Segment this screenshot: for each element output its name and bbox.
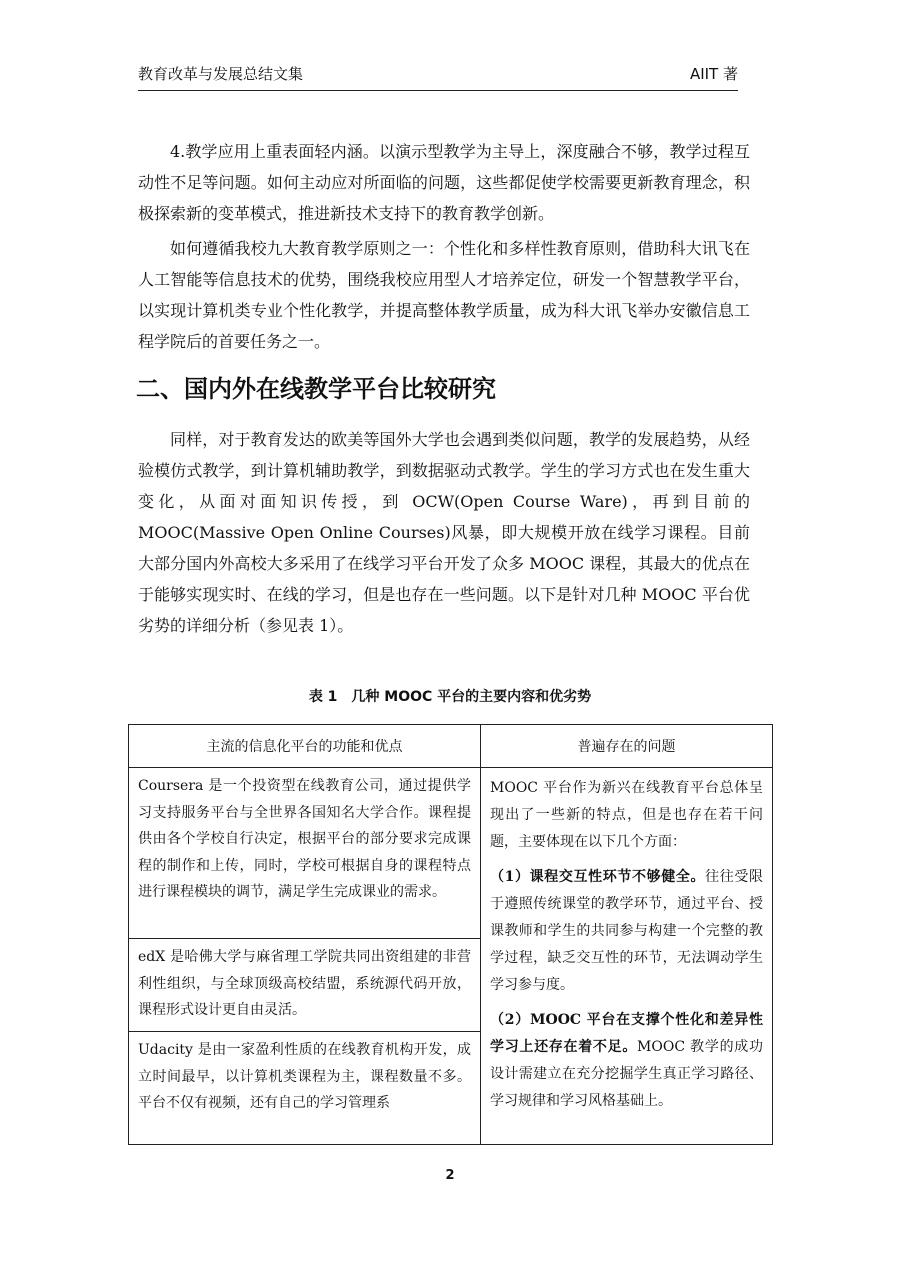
table-header-problems: 普遍存在的问题 [481, 725, 773, 768]
table-header-row [129, 725, 773, 768]
problem-item-1 [490, 864, 763, 999]
page-header [138, 62, 738, 91]
page-number: 2 [445, 1168, 455, 1183]
paragraph-personalized-education: 如何遵循我校九大教育教学原则之一：个性化和多样性教育原则，借助科大讯飞在人工智能等信息技术的优势，围绕我校应用型人才培养定位，研发一个智慧教学平台，以实现计算机类专业个性化教学，并提高整体教学质量，成为科大讯飞举办安徽信息工程学院后的首要任务之一。 [138, 239, 750, 351]
edx-description: edX 是哈佛大学与麻省理工学院共同出资组建的非营利性组织，与全球顶级高校结盟，系统源代码开放，课程形式设计更自由灵活。 [138, 949, 471, 1018]
table-cell-edx [129, 939, 481, 1032]
table-cell-udacity [129, 1032, 481, 1145]
problem-item-2-heading: （2）MOOC 平台在支撑个性化和差异性学习上还存在着不足。 [490, 1012, 763, 1055]
paragraph-online-platform-trend: 同样，对于教育发达的欧美等国外大学也会遇到类似问题，教学的发展趋势，从经验模仿式教学，到计算机辅助教学，到数据驱动式教学。学生的学习方式也在发生重大变化，从面对面知识传授，到 OCW(Open Course Ware)，再到目前的 MOOC(Massive Open Online Courses)风暴，即大规模开放在线学习课程。目前大部分国内外高校大多采用了在线学习平台开发了众多 MOOC 课程，其最大的优点在于能够实现实时、在线的学习，但是也存在一些问题。以下是针对几种 MOOC 平台优劣势的详细分析（参见表 1）。 [138, 430, 750, 635]
problem-item-1-text: 往往受限于遵照传统课堂的教学环节，通过平台、授课教师和学生的共同参与构建一个完整的教学过程，缺乏交互性的环节，无法调动学生学习参与度。 [490, 869, 763, 993]
section-title: 二、国内外在线教学平台比较研究 [136, 375, 496, 403]
header-author: AIIT 著 [689, 65, 738, 83]
table-cell-problems [481, 768, 773, 1145]
paragraph-teaching-application: 4.教学应用上重表面轻内涵。以演示型教学为主导上，深度融合不够，教学过程互动性不足等问题。如何主动应对所面临的问题，这些都促使学校需要更新教育理念，积极探索新的变革模式，推进新技术支持下的教育教学创新。 [138, 142, 750, 223]
problems-content [482, 769, 771, 1129]
table-caption: 表 1 几种 MOOC 平台的主要内容和优劣势 [308, 689, 592, 705]
problem-item-1-heading: （1）课程交互性环节不够健全。 [490, 869, 706, 885]
table-cell-coursera [129, 768, 481, 939]
comparison-table [128, 724, 773, 1145]
problem-item-2 [490, 1007, 763, 1115]
udacity-description: Udacity 是由一家盈利性质的在线教育机构开发，成立时间最早，以计算机类课程为主，课程数量不多。平台不仅有视频，还有自己的学习管理系 [138, 1042, 471, 1111]
table-header-advantages: 主流的信息化平台的功能和优点 [129, 725, 481, 768]
problems-intro: MOOC 平台作为新兴在线教育平台总体呈现出了一些新的特点，但是也存在若干问题，主要体现在以下几个方面： [490, 780, 763, 850]
coursera-description: Coursera 是一个投资型在线教育公司，通过提供学习支持服务平台与全世界各国知名大学合作。课程提供由各个学校自行决定，根据平台的部分要求完成课程的制作和上传，同时，学校可根据自身的课程特点进行课程模块的调节，满足学生完成课业的需求。 [138, 778, 471, 900]
header-book-title: 教育改革与发展总结文集 [138, 65, 304, 83]
problem-item-2-text: MOOC 教学的成功设计需建立在充分挖掘学生真正学习路径、学习规律和学习风格基础上。 [490, 1039, 763, 1109]
table-row [129, 768, 773, 939]
